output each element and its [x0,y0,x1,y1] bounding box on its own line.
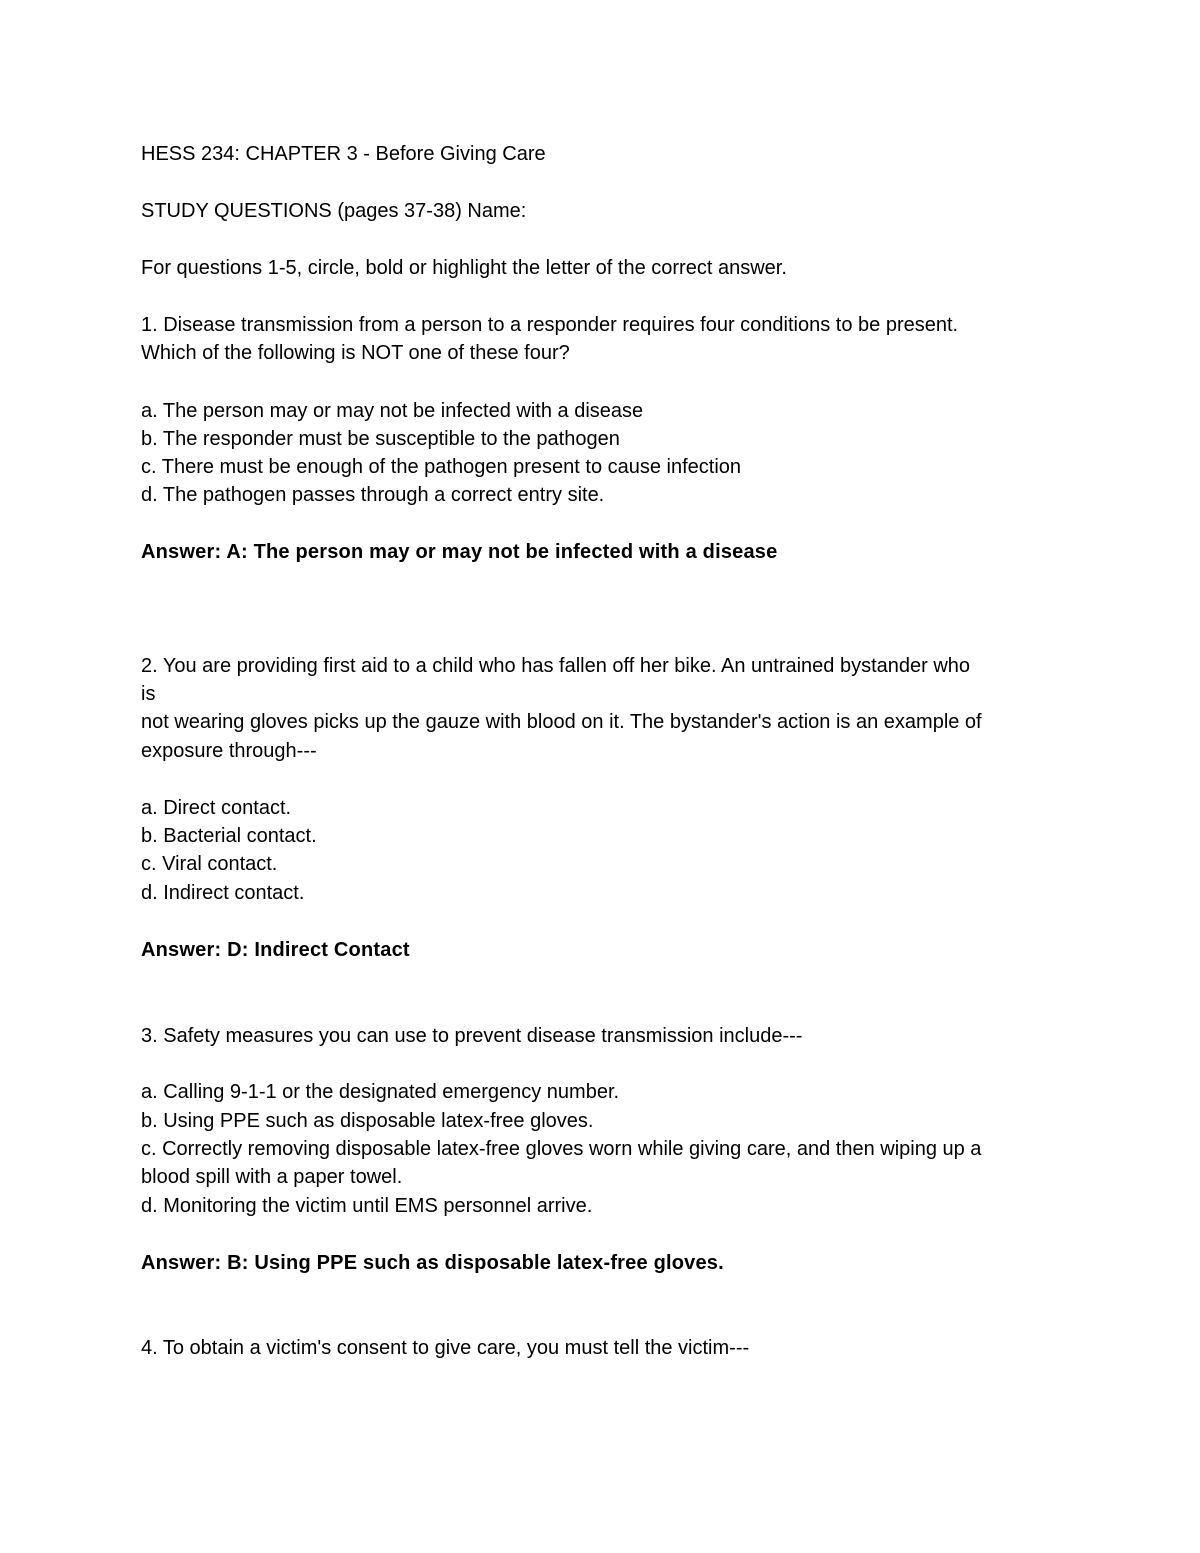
question-1-stem-line-1: 1. Disease transmission from a person to a responder requires four conditions to be present. [141,314,959,336]
question-3-option-b: b. Using PPE such as disposable latex-free gloves. [141,1110,594,1132]
question-3-option-a: a. Calling 9-1-1 or the designated emergency number. [141,1081,620,1103]
question-2-option-a: a. Direct contact. [141,797,292,819]
question-1-option-b: b. The responder must be susceptible to the pathogen [141,428,620,450]
question-2-stem-line-4: exposure through--- [141,740,317,762]
question-3-option-c: c. Correctly removing disposable latex-free gloves worn while giving care, and then wiping up a [141,1138,982,1160]
study-questions-header: STUDY QUESTIONS (pages 37-38) Name: [141,200,527,222]
question-4-stem-line-1: 4. To obtain a victim's consent to give care, you must tell the victim--- [141,1337,750,1359]
question-1-option-a: a. The person may or may not be infected with a disease [141,400,644,422]
question-2-option-d: d. Indirect contact. [141,882,305,904]
question-1-option-d: d. The pathogen passes through a correct entry site. [141,484,605,506]
question-2-stem-line-3: not wearing gloves picks up the gauze with blood on it. The bystander's action is an example of [141,711,982,733]
question-2-option-b: b. Bacterial contact. [141,825,317,847]
question-3-answer: Answer: B: Using PPE such as disposable latex-free gloves. [141,1252,724,1274]
question-2-answer: Answer: D: Indirect Contact [141,939,410,961]
question-3-option-d: d. Monitoring the victim until EMS personnel arrive. [141,1195,593,1217]
question-3-stem-line-1: 3. Safety measures you can use to prevent disease transmission include--- [141,1025,803,1047]
question-1-answer: Answer: A: The person may or may not be infected with a disease [141,541,778,563]
question-2-option-c: c. Viral contact. [141,853,278,875]
question-2-stem-line-1: 2. You are providing first aid to a child who has fallen off her bike. An untrained bystander who [141,655,971,677]
instructions: For questions 1-5, circle, bold or highlight the letter of the correct answer. [141,257,787,279]
question-1-option-c: c. There must be enough of the pathogen present to cause infection [141,456,742,478]
document-title: HESS 234: CHAPTER 3 - Before Giving Care [141,143,546,165]
question-3-option-c-continued: blood spill with a paper towel. [141,1166,403,1188]
question-2-stem-line-2: is [141,683,156,705]
question-1-stem-line-2: Which of the following is NOT one of these four? [141,342,570,364]
